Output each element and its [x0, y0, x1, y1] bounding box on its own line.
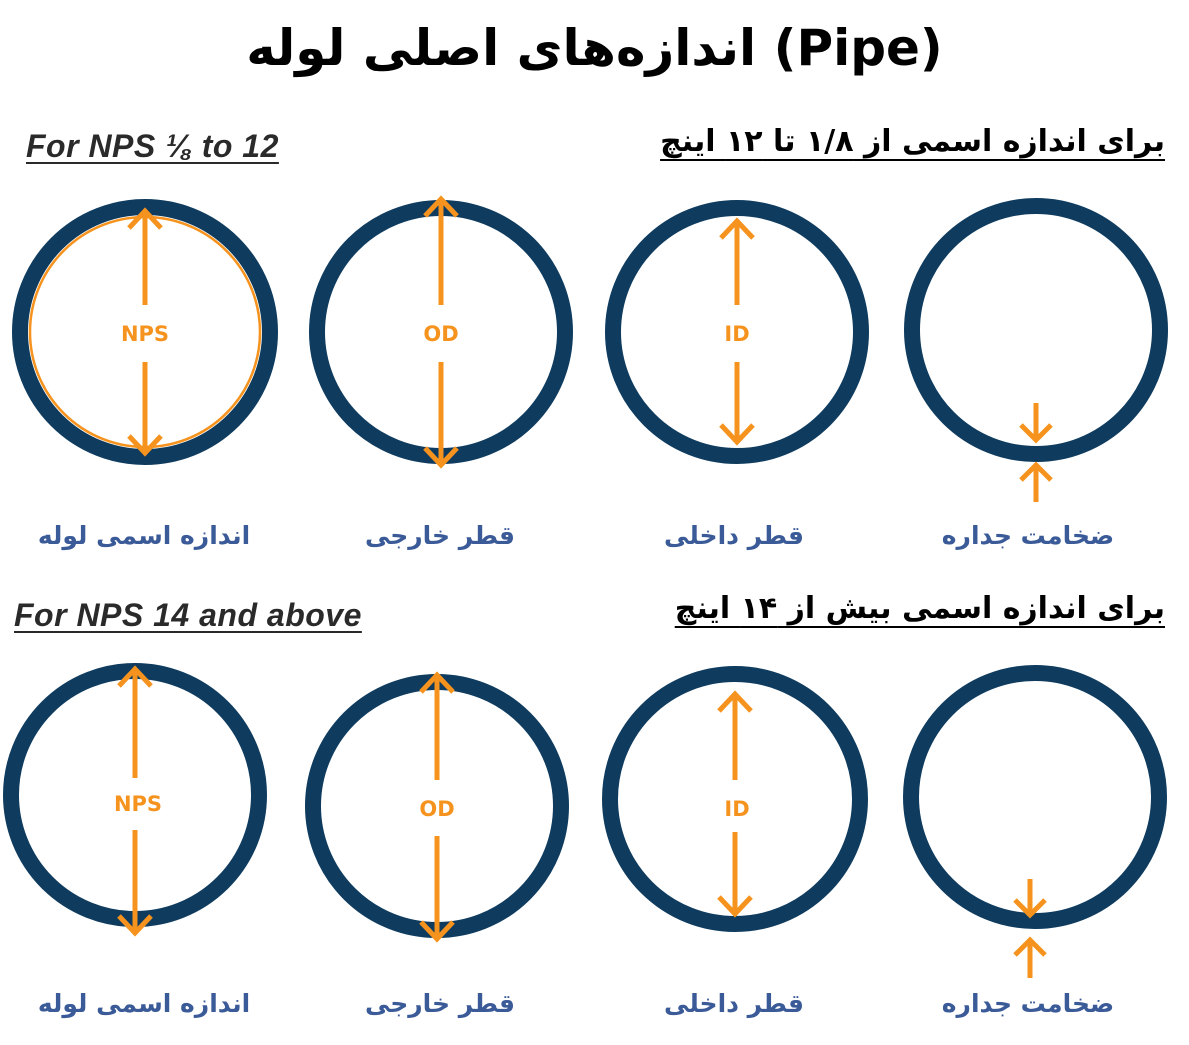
diagram-id-1 — [613, 208, 861, 456]
caption-nominal-size: اندازه اسمی لوله — [37, 521, 251, 550]
page-title: اندازه‌های اصلی لوله (Pipe) — [246, 19, 943, 77]
caption-wall-thickness: ضخامت جداره — [941, 521, 1115, 550]
diagram-nps-2 — [11, 669, 259, 933]
section-2-heading-fa: برای اندازه اسمی بیش از ۱۴ اینچ — [674, 591, 1165, 626]
diagram-label: NPS — [120, 322, 170, 346]
caption-outer-diameter: قطر خارجی — [364, 521, 516, 550]
caption-nominal-size: اندازه اسمی لوله — [37, 989, 251, 1018]
caption-outer-diameter: قطر خارجی — [364, 989, 516, 1018]
diagram-label: NPS — [113, 792, 163, 816]
diagram-label: OD — [423, 322, 459, 346]
diagram-wall-1 — [912, 206, 1160, 502]
caption-wall-thickness: ضخامت جداره — [941, 989, 1115, 1018]
pipe-wall-circle — [911, 673, 1159, 921]
section-1-heading-fa: برای اندازه اسمی از ۱/۸ تا ۱۲ اینچ — [660, 124, 1165, 159]
diagram-od-2 — [313, 675, 561, 939]
diagram-od-1 — [317, 199, 565, 465]
diagram-label: OD — [419, 797, 455, 821]
section-1-heading-en: For NPS ⅛ to 12 — [26, 128, 279, 164]
diagram-wall-2 — [911, 673, 1159, 978]
caption-inner-diameter: قطر داخلی — [664, 521, 804, 550]
diagram-label: ID — [724, 322, 750, 346]
diagram-nps-1 — [20, 207, 270, 457]
section-2-heading-en: For NPS 14 and above — [14, 597, 362, 633]
caption-inner-diameter: قطر داخلی — [664, 989, 804, 1018]
diagram-id-2 — [610, 674, 860, 924]
diagram-label: ID — [724, 797, 750, 821]
